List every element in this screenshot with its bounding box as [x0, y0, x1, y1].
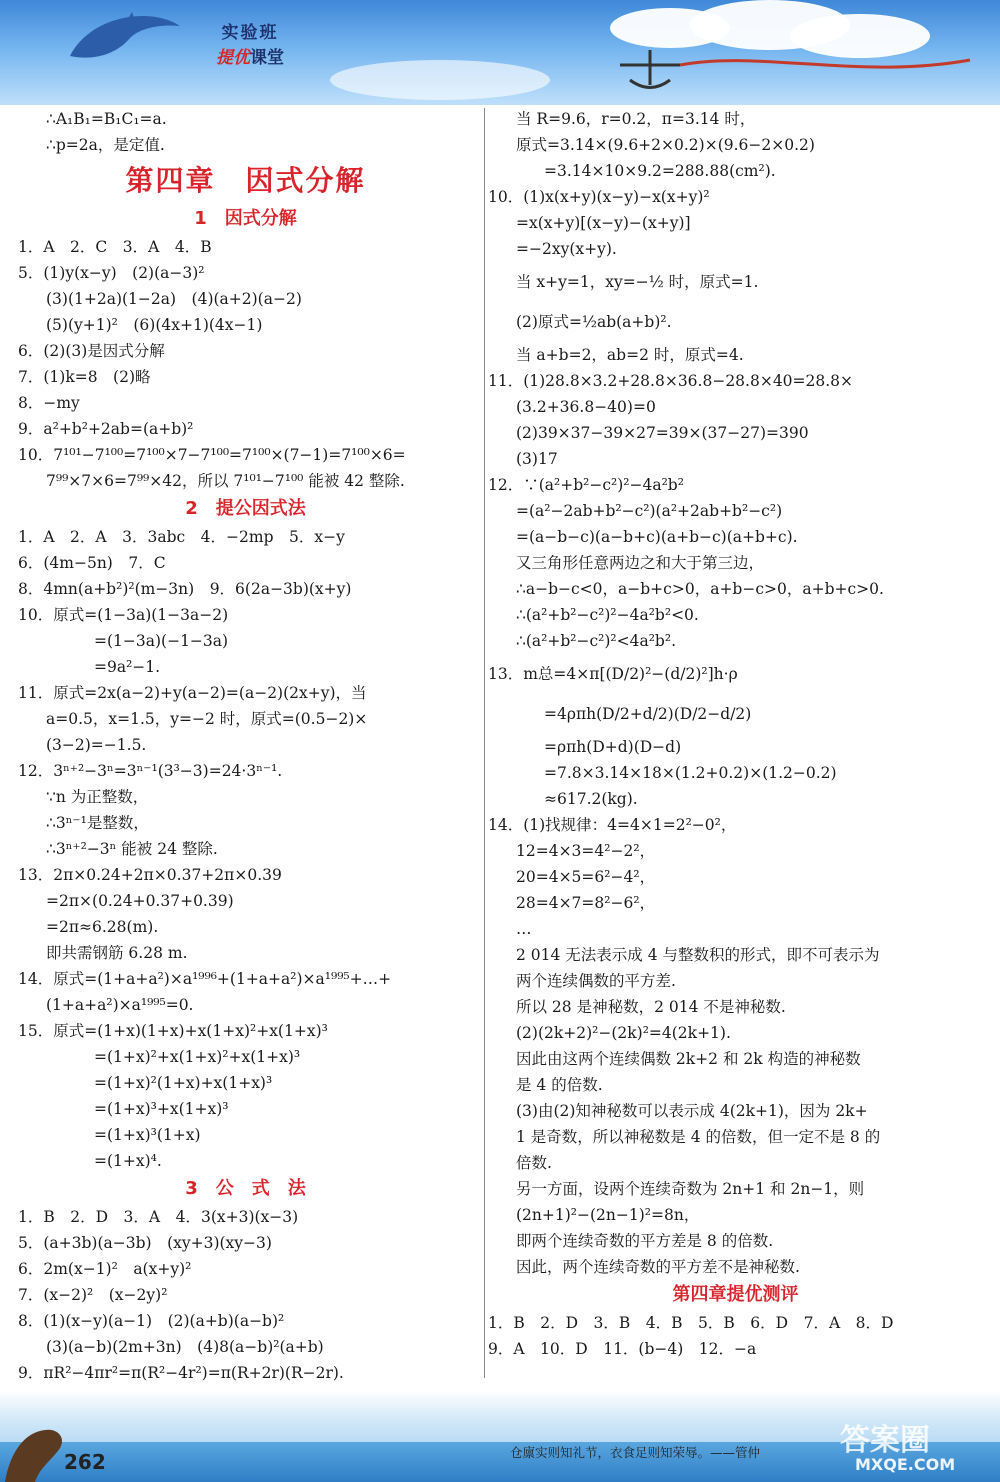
brand-line2: [190, 43, 310, 68]
answer-line: 因此，两个连续奇数的平方差不是神秘数.: [516, 1258, 800, 1276]
answer-line: 6．(4m−5n) 7．C: [18, 554, 166, 572]
answer-line: 12．3ⁿ⁺²−3ⁿ=3ⁿ⁻¹(3³−3)=24·3ⁿ⁻¹.: [18, 762, 283, 780]
answer-line: ∴(a²+b²−c²)²−4a²b²<0.: [516, 606, 699, 624]
answer-line: ∴(a²+b²−c²)²<4a²b².: [516, 632, 676, 650]
answer-line: 10．7¹⁰¹−7¹⁰⁰=7¹⁰⁰×7−7¹⁰⁰=7¹⁰⁰×(7−1)=7¹⁰⁰×6=: [18, 446, 406, 464]
answer-line: 14．(1)找规律：4=4×1=2²−0²，: [488, 816, 737, 834]
brand-logo: [190, 18, 310, 68]
answer-line: 当 a+b=2，ab=2 时，原式=4.: [516, 346, 744, 364]
page-number: 262: [64, 1450, 106, 1474]
answer-line: 8．−my: [18, 394, 80, 412]
brand-red-text: 提优: [216, 48, 250, 68]
answer-line: (2)(2k+2)²−(2k)²=4(2k+1).: [516, 1024, 731, 1042]
page-header-banner: [0, 0, 1000, 105]
answer-line: ∴A₁B₁=B₁C₁=a.: [46, 110, 167, 128]
answer-line: =(1+x)⁴.: [94, 1152, 162, 1170]
answer-line: ∴3ⁿ⁺²−3ⁿ 能被 24 整除.: [46, 840, 218, 858]
answer-line: (3−2)=−1.5.: [46, 736, 147, 754]
answer-line: 1．B 2．D 3．A 4．3(x+3)(x−3): [18, 1208, 299, 1226]
answer-line: 6．2m(x−1)² a(x+y)²: [18, 1260, 192, 1278]
answer-line: =(1+x)³+x(1+x)³: [94, 1100, 229, 1118]
answer-line: 又三角形任意两边之和大于第三边，: [516, 554, 765, 572]
answer-line: ∴a−b−c<0，a−b+c>0，a+b−c>0，a+b+c>0.: [516, 580, 884, 598]
answer-line: 28=4×7=8²−6²，: [516, 894, 656, 912]
answer-line: =(1+x)²(1+x)+x(1+x)³: [94, 1074, 273, 1092]
answer-line: 15．原式=(1+x)(1+x)+x(1+x)²+x(1+x)³: [18, 1022, 328, 1040]
answer-line: (2n+1)²−(2n−1)²=8n，: [516, 1206, 700, 1224]
answer-line: 7．(1)k=8 (2)略: [18, 368, 151, 386]
answer-line: 20=4×5=6²−4²，: [516, 868, 656, 886]
answer-line: (3)由(2)知神秘数可以表示成 4(2k+1)，因为 2k+: [516, 1102, 868, 1120]
answer-line: 8．(1)(x−y)(a−1) (2)(a+b)(a−b)²: [18, 1312, 285, 1330]
answer-line: 因此由这两个连续偶数 2k+2 和 2k 构造的神秘数: [516, 1050, 861, 1068]
answer-line: 1．A 2．A 3．3abc 4．−2mp 5．x−y: [18, 528, 345, 546]
answer-line: =ρπh(D+d)(D−d): [544, 738, 682, 756]
answer-line: 13．2π×0.24+2π×0.37+2π×0.39: [18, 866, 282, 884]
answer-line: 9．a²+b²+2ab=(a+b)²: [18, 420, 194, 438]
answer-line: =(1+x)³(1+x): [94, 1126, 201, 1144]
answer-line: 12．∵(a²+b²−c²)²−4a²b²: [488, 476, 684, 494]
answer-line: (3)17: [516, 450, 558, 468]
answer-line: =−2xy(x+y).: [516, 240, 617, 258]
section-title: 1 因式分解: [194, 208, 297, 229]
watermark-url: MXQE.COM: [855, 1455, 956, 1474]
answer-line: 9．A 10．D 11．(b−4) 12．−a: [488, 1340, 757, 1358]
answer-line: =(a−b−c)(a−b+c)(a+b−c)(a+b+c).: [516, 528, 798, 546]
answer-line: 14．原式=(1+a+a²)×a¹⁹⁹⁶+(1+a+a²)×a¹⁹⁹⁵+…+: [18, 970, 392, 988]
answer-line: 1 是奇数，所以神秘数是 4 的倍数，但一定不是 8 的: [516, 1128, 881, 1146]
answer-line: (2)原式=½ab(a+b)².: [516, 313, 672, 331]
answer-line: =(1−3a)(−1−3a): [94, 632, 229, 650]
cloud-shape: [330, 60, 550, 100]
brand-line1: 实验班: [221, 23, 279, 43]
answer-line: (2)39×37−39×27=39×(37−27)=390: [516, 424, 809, 442]
answer-column-right: [488, 106, 983, 1362]
answer-line: =7.8×3.14×18×(1.2+0.2)×(1.2−0.2): [544, 764, 837, 782]
answer-line: ≈617.2(kg).: [544, 790, 638, 808]
answer-line: (3)(a−b)(2m+3n) (4)8(a−b)²(a+b): [46, 1338, 324, 1356]
chapter-title: 第四章 因式分解: [125, 164, 366, 197]
answer-line: =2π×(0.24+0.37+0.39): [46, 892, 234, 910]
answer-line: a=0.5，x=1.5，y=−2 时，原式=(0.5−2)×: [46, 710, 368, 728]
answer-line: (3.2+36.8−40)=0: [516, 398, 656, 416]
answer-line: 8．4mn(a+b²)²(m−3n) 9．6(2a−3b)(x+y): [18, 580, 352, 598]
answer-line: 倍数.: [516, 1154, 552, 1172]
answer-line: ∵n 为正整数，: [46, 788, 149, 806]
watermark-logo: 答案圈: [840, 1423, 930, 1458]
answer-column-left: [18, 106, 473, 1386]
answer-line: (5)(y+1)² (6)(4x+1)(4x−1): [46, 316, 263, 334]
section-title: 3 公 式 法: [185, 1178, 306, 1199]
sea-lion-icon: [0, 1412, 70, 1482]
answer-line: 5．(1)y(x−y) (2)(a−3)²: [18, 264, 205, 282]
answer-line: 9．πR²−4πr²=π(R²−4r²)=π(R+2r)(R−2r).: [18, 1364, 344, 1382]
column-divider: [484, 108, 485, 1378]
answer-line: 10．(1)x(x+y)(x−y)−x(x+y)²: [488, 188, 710, 206]
answer-line: (3)(1+2a)(1−2a) (4)(a+2)(a−2): [46, 290, 302, 308]
answer-line: =3.14×10×9.2=288.88(cm²).: [544, 162, 776, 180]
section-title: 第四章提优测评: [672, 1284, 799, 1305]
answer-line: 是 4 的倍数.: [516, 1076, 603, 1094]
answer-line: =2π≈6.28(m).: [46, 918, 159, 936]
answer-line: 即两个连续奇数的平方差是 8 的倍数.: [516, 1232, 774, 1250]
answer-line: =(a²−2ab+b²−c²)(a²+2ab+b²−c²): [516, 502, 783, 520]
answer-line: 1．B 2．D 3．B 4．B 5．B 6．D 7．A 8．D: [488, 1314, 894, 1332]
answer-line: =9a²−1.: [94, 658, 161, 676]
answer-line: 12=4×3=4²−2²，: [516, 842, 656, 860]
answer-line: 7．(x−2)² (x−2y)²: [18, 1286, 168, 1304]
answer-line: 10．原式=(1−3a)(1−3a−2): [18, 606, 229, 624]
answer-line: 13．m总=4×π[(D/2)²−(d/2)²]h·ρ: [488, 665, 738, 683]
answer-line: =(1+x)²+x(1+x)²+x(1+x)³: [94, 1048, 301, 1066]
answer-line: 两个连续偶数的平方差.: [516, 972, 676, 990]
answer-line: …: [516, 920, 532, 938]
footer-motto: 仓廪实则知礼节，衣食足则知荣辱。——管仲: [510, 1445, 761, 1460]
answer-line: 另一方面，设两个连续奇数为 2n+1 和 2n−1，则: [516, 1180, 865, 1198]
answer-line: 5．(a+3b)(a−3b) (xy+3)(xy−3): [18, 1234, 272, 1252]
brand-line2-text: 课堂: [250, 48, 284, 68]
answer-line: 6．(2)(3)是因式分解: [18, 342, 165, 360]
answer-line: =4ρπh(D/2+d/2)(D/2−d/2): [544, 705, 752, 723]
answer-line: 所以 28 是神秘数，2 014 不是神秘数.: [516, 998, 786, 1016]
answer-line: ∴3ⁿ⁻¹是整数，: [46, 814, 149, 832]
answer-line: 11．(1)28.8×3.2+28.8×36.8−28.8×40=28.8×: [488, 372, 854, 390]
answer-line: 原式=3.14×(9.6+2×0.2)×(9.6−2×0.2): [516, 136, 815, 154]
answer-line: 当 R=9.6，r=0.2，π=3.14 时，: [516, 110, 756, 128]
section-title: 2 提公因式法: [185, 498, 306, 519]
answer-line: ∴p=2a，是定值.: [46, 136, 165, 154]
answer-line: 2 014 无法表示成 4 与整数积的形式，即不可表示为: [516, 946, 880, 964]
answer-line: 7⁹⁹×7×6=7⁹⁹×42，所以 7¹⁰¹−7¹⁰⁰ 能被 42 整除.: [46, 472, 405, 490]
answer-line: 当 x+y=1，xy=−½ 时，原式=1.: [516, 273, 759, 291]
answer-line: 11．原式=2x(a−2)+y(a−2)=(a−2)(2x+y)，当: [18, 684, 367, 702]
answer-line: (1+a+a²)×a¹⁹⁹⁵=0.: [46, 996, 194, 1014]
answer-line: =x(x+y)[(x−y)−(x+y)]: [516, 214, 691, 232]
dolphin-icon: [60, 6, 190, 76]
answer-line: 即共需钢筋 6.28 m.: [46, 944, 188, 962]
anchor-icon: [610, 40, 990, 100]
answer-line: 1．A 2．C 3．A 4．B: [18, 238, 212, 256]
